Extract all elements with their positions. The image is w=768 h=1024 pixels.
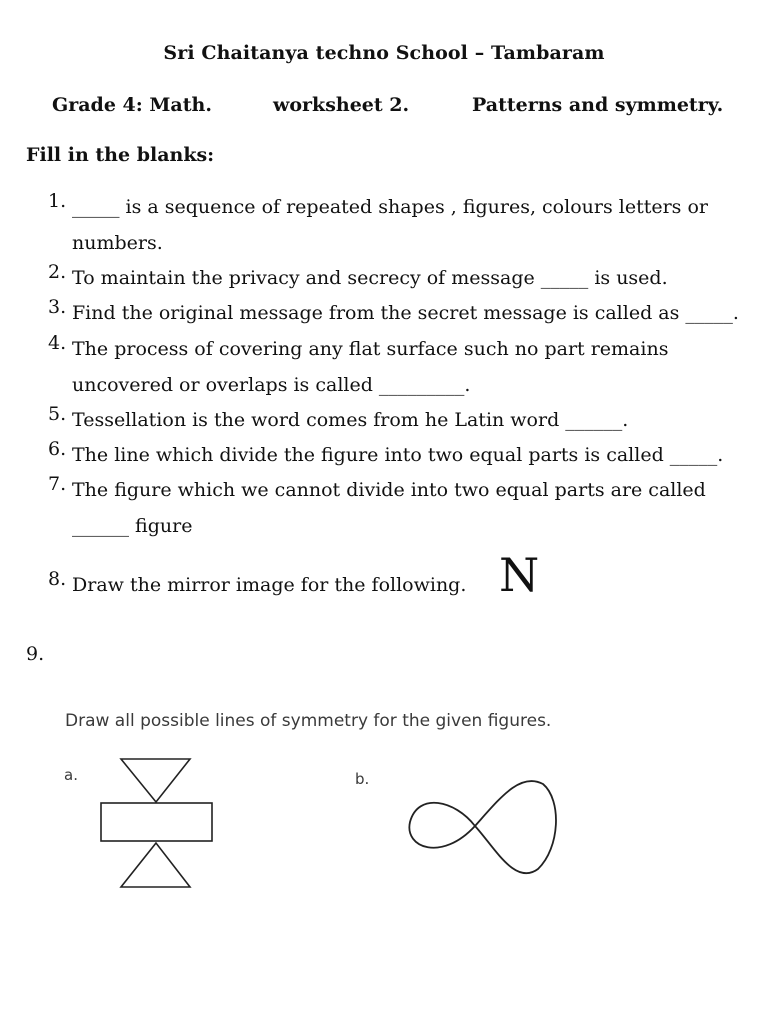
question-number: 5. [48, 403, 67, 425]
question-text: Tessellation is the word comes from he Latin word ______. [72, 409, 629, 431]
mirror-letter: N [499, 548, 540, 602]
question-number: 4. [48, 332, 67, 354]
question-text: Draw the mirror image for the following. [72, 574, 467, 596]
question-text: numbers. [72, 231, 163, 254]
question-text: ______ figure [72, 514, 193, 537]
middle-rectangle [101, 803, 212, 841]
bottom-triangle [121, 843, 190, 887]
question-text: The figure which we cannot divide into two equal parts are called [72, 479, 706, 501]
school-title: Sri Chaitanya techno School – Tambaram [163, 42, 605, 64]
question-number: 7. [48, 473, 67, 495]
question-number: 2. [48, 261, 67, 283]
section-heading: Fill in the blanks: [26, 144, 215, 166]
question-number: 1. [48, 190, 67, 212]
question-text: To maintain the privacy and secrecy of message _____ is used. [72, 267, 668, 289]
topic-label: Patterns and symmetry. [472, 94, 724, 116]
question-text: Find the original message from the secret message is called as _____. [72, 302, 739, 324]
worksheet-label: worksheet 2. [273, 94, 410, 116]
figure-a-label: a. [64, 766, 78, 784]
grade-label: Grade 4: Math. [52, 94, 212, 116]
question-text: The process of covering any flat surface such no part remains [72, 338, 669, 360]
question-number: 3. [48, 296, 67, 318]
question-number: 6. [48, 438, 67, 460]
question-text: _____ is a sequence of repeated shapes , figures, colours letters or [72, 196, 708, 218]
top-triangle [121, 759, 190, 802]
question-text: uncovered or overlaps is called _________. [72, 373, 471, 396]
symmetry-instruction: Draw all possible lines of symmetry for the given figures. [65, 711, 552, 731]
question-text: The line which divide the figure into two equal parts is called _____. [72, 444, 724, 466]
question-9-number: 9. [26, 643, 45, 665]
figure-a-triangles-rectangle [101, 759, 212, 887]
figure-b-label: b. [355, 770, 370, 788]
question-number: 8. [48, 568, 67, 590]
figure-b-infinity-loop [409, 781, 556, 873]
